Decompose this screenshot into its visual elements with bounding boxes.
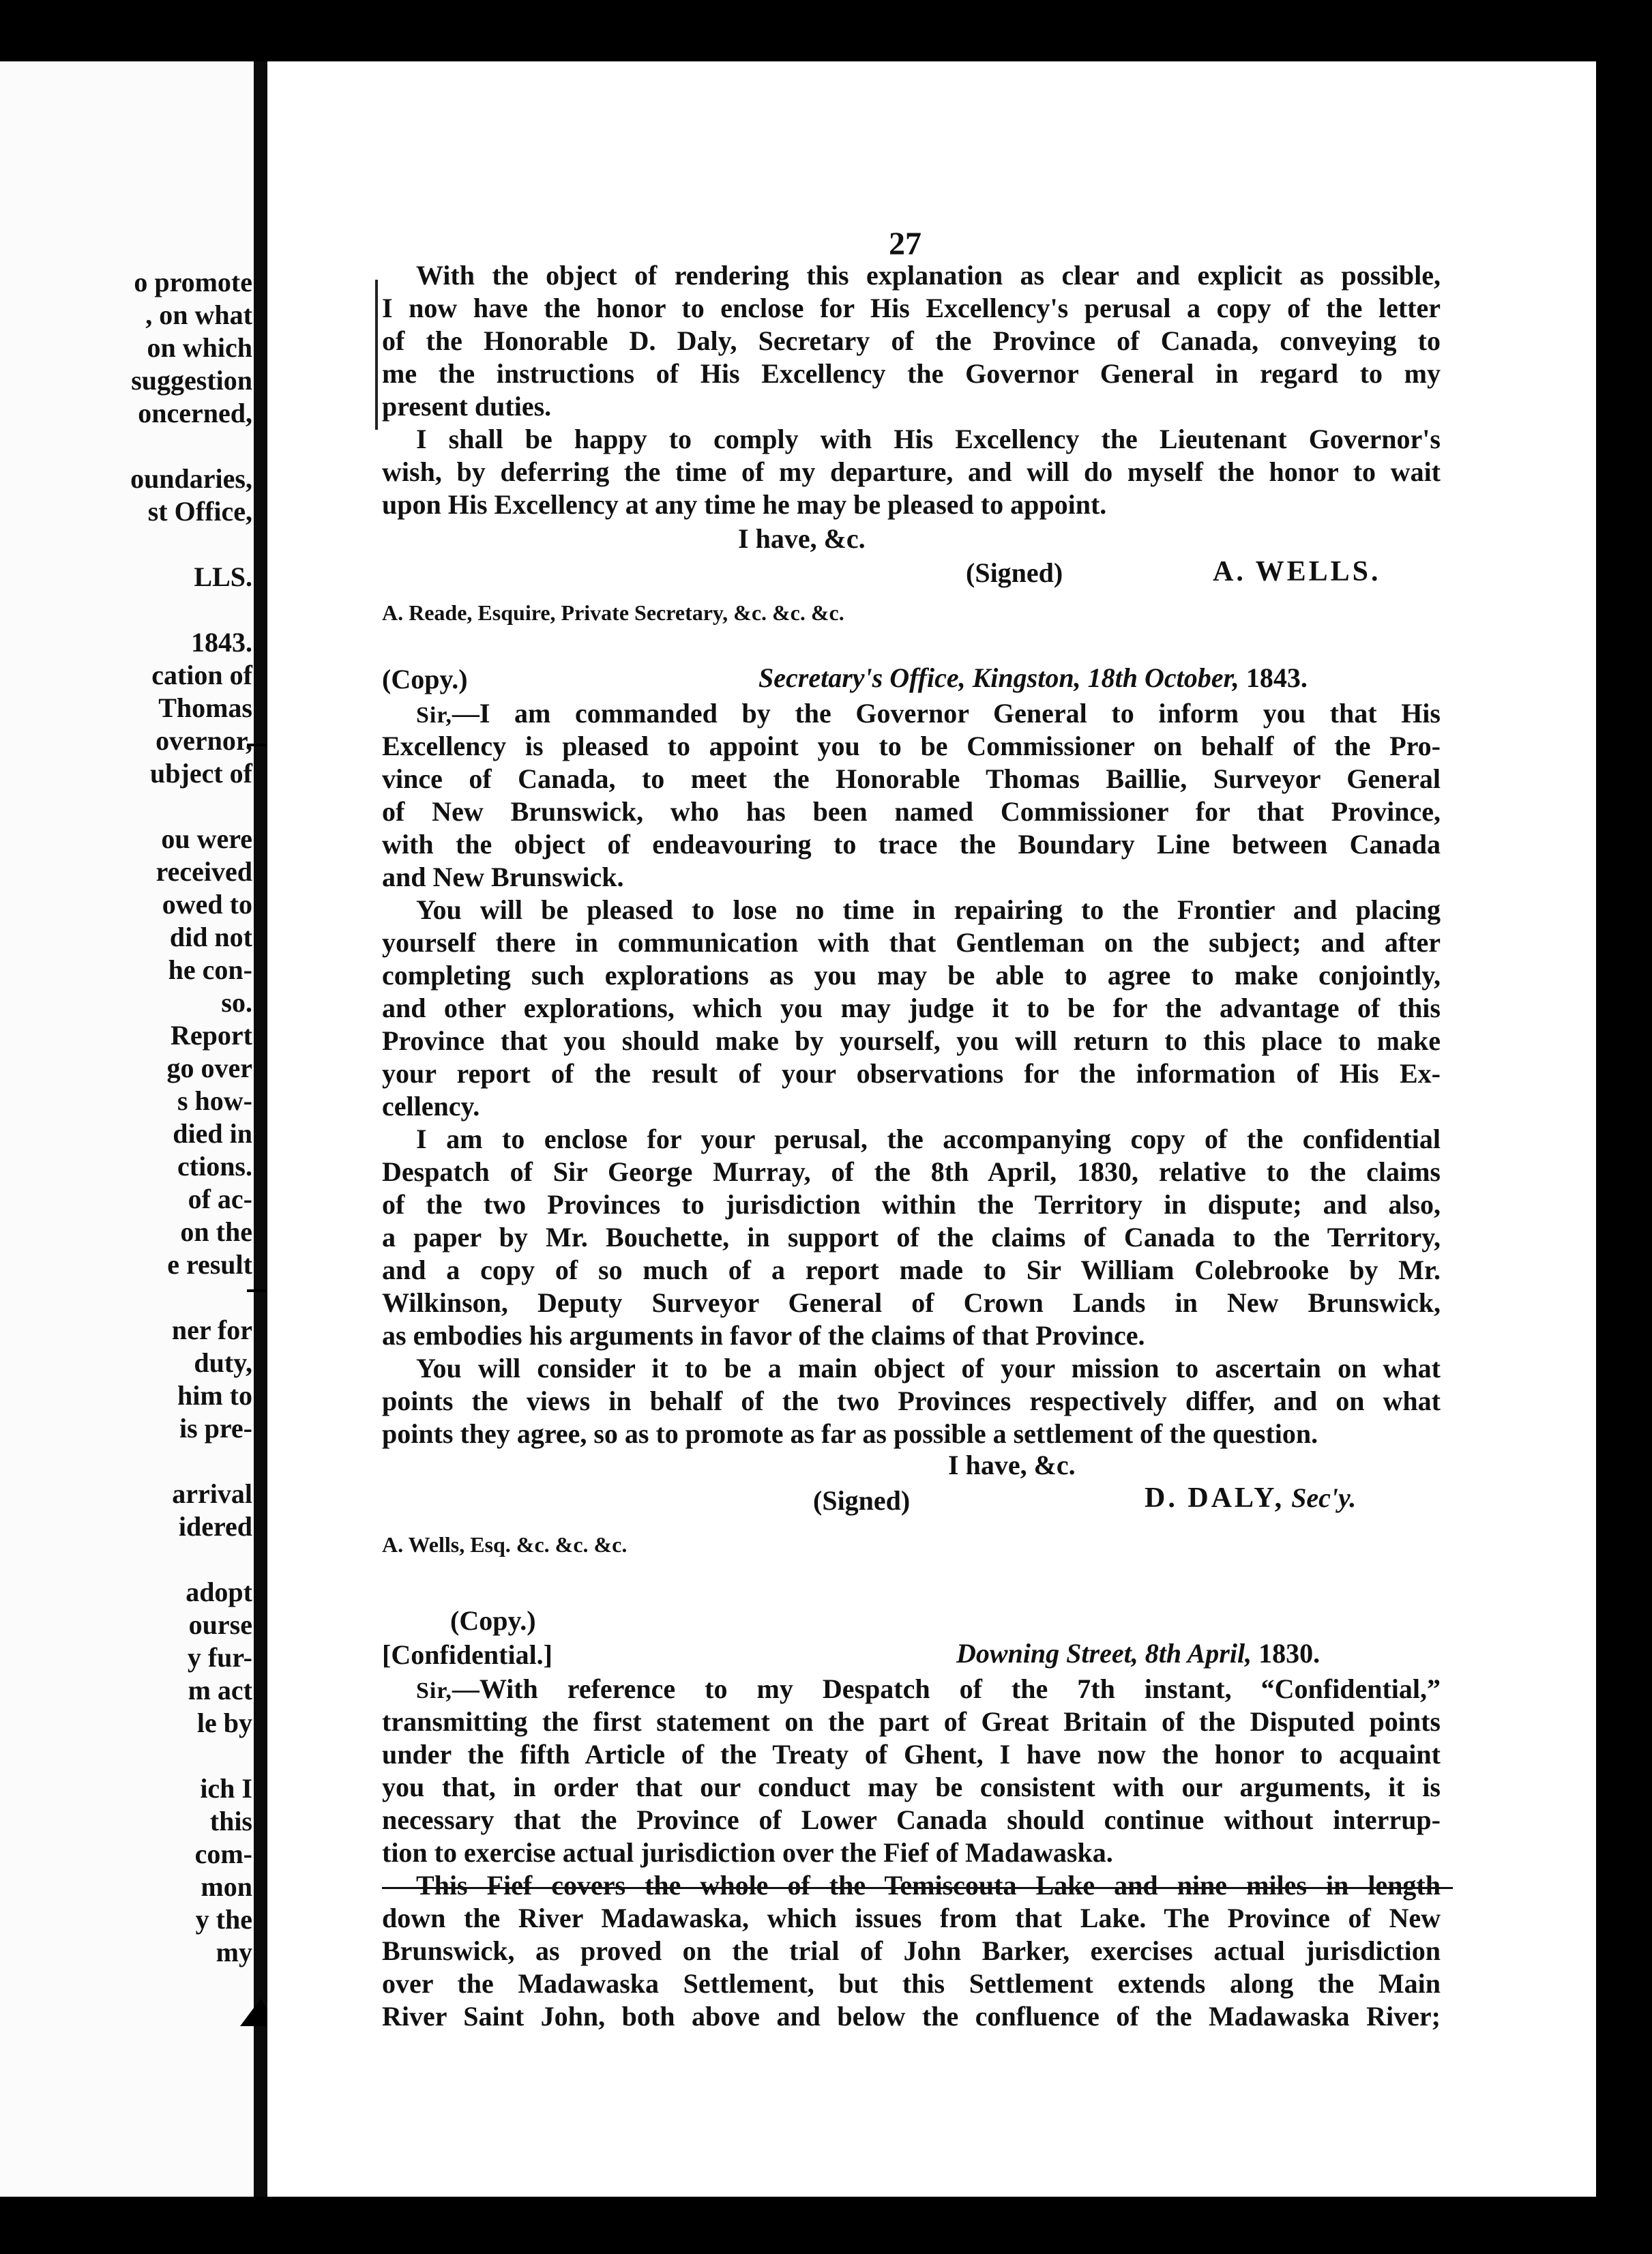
left-fragment-line: oncerned, [138, 398, 252, 428]
copy-label: (Copy.) [450, 1605, 536, 1636]
paragraph-line: With the object of rendering this explanation as clear and explicit as possible, [416, 260, 1441, 291]
left-fragment-line: e result [167, 1249, 252, 1280]
letter-closing: I have, &c. [948, 1450, 1076, 1480]
paragraph-line: You will consider it to be a main object of your mission to ascertain on what [416, 1353, 1441, 1384]
signed-label: (Signed) [966, 557, 1063, 588]
left-fragment-line: mon [201, 1871, 252, 1902]
left-fragment-line: on the [180, 1216, 252, 1247]
left-fragment-line: Thomas [158, 692, 252, 723]
copy-label: (Copy.) [382, 664, 468, 694]
paragraph-line: Brunswick, as proved on the trial of John Barker, exercises actual jurisdiction [382, 1935, 1441, 1966]
left-fragment-line: cation of [151, 660, 252, 690]
left-fragment-line: ctions. [177, 1151, 252, 1182]
paragraph-line: of New Brunswick, who has been named Commissioner for that Province, [382, 796, 1441, 827]
paragraph-line: This Fief covers the whole of the Temiscouta Lake and nine miles in length [416, 1870, 1441, 1901]
paragraph-line: upon His Excellency at any time he may be pleased to appoint. [382, 489, 1107, 520]
left-fragment-line: adopt [186, 1577, 252, 1607]
left-fragment-line: 1843. [191, 627, 252, 658]
left-fragment-line: , on what [145, 299, 252, 330]
left-fragment-line: ich I [200, 1773, 252, 1804]
left-fragment-line: y the [195, 1904, 252, 1935]
left-fragment-line: him to [177, 1380, 252, 1411]
letter-closing: I have, &c. [738, 523, 866, 554]
letter-dateline: Downing Street, 8th April, 1830. [956, 1638, 1321, 1669]
paragraph-line: you that, in order that our conduct may be consistent with our arguments, it is [382, 1772, 1441, 1802]
left-fragment-line: arrival [172, 1478, 252, 1509]
letter-addressee: A. Reade, Esquire, Private Secretary, &c. &c. &c. [382, 600, 844, 625]
left-fragment-line: ner for [171, 1315, 252, 1345]
left-fragment-line: owed to [162, 889, 252, 920]
right-page [267, 61, 1596, 2197]
left-fragment-line: m act [188, 1675, 252, 1706]
signature-daly: D. DALY, Sec'y. [1145, 1482, 1357, 1514]
left-page-fragment [0, 61, 261, 2197]
paragraph-line: You will be pleased to lose no time in repairing to the Frontier and placing [416, 894, 1441, 925]
left-fragment-line: on which [147, 332, 252, 363]
left-fragment-line: this [209, 1806, 252, 1836]
left-fragment-line: idered [178, 1511, 252, 1542]
left-fragment-line: Report [171, 1020, 252, 1051]
paragraph-line: over the Madawaska Settlement, but this Settlement extends along the Main [382, 1968, 1441, 1999]
left-fragment-line: my [216, 1937, 252, 1967]
paragraph-line: Province that you should make by yourself, you will return to this place to make [382, 1025, 1441, 1056]
paragraph-line: as embodies his arguments in favor of the claims of that Province. [382, 1320, 1145, 1351]
paragraph-line: tion to exercise actual jurisdiction over the Fief of Madawaska. [382, 1837, 1113, 1868]
paragraph-line: Sir,—I am commanded by the Governor General to inform you that His [416, 698, 1441, 729]
paragraph-line: present duties. [382, 391, 552, 422]
left-fragment-line: LLS. [194, 561, 252, 592]
paragraph-line: a paper by Mr. Bouchette, in support of the claims of Canada to the Territory, [382, 1222, 1441, 1253]
left-fragment-line: received [156, 856, 252, 887]
paragraph-line: and other explorations, which you may judge it to be for the advantage of this [382, 993, 1441, 1023]
salutation: Sir, [416, 703, 452, 728]
left-fragment-line: oundaries, [130, 463, 252, 494]
scanned-page-spread [0, 61, 1596, 2197]
left-fragment-line: st Office, [147, 496, 252, 527]
dateline-day: 18th October, [1087, 662, 1239, 693]
left-fragment-line: ourse [188, 1609, 252, 1640]
left-fragment-line: overnor, [156, 725, 252, 756]
paragraph-line: I now have the honor to enclose for His Excellency's perusal a copy of the letter [382, 293, 1441, 323]
left-fragment-line: of ac- [188, 1184, 252, 1214]
left-fragment-line: com- [194, 1839, 252, 1869]
left-fragment-line: go over [166, 1053, 252, 1083]
left-fragment-line: is pre- [179, 1413, 252, 1444]
paragraph-line: River Saint John, both above and below the confluence of the Madawaska River; [382, 2001, 1441, 2032]
paragraph-line: of the Honorable D. Daly, Secretary of the Province of Canada, conveying to [382, 325, 1441, 356]
paragraph-line: completing such explorations as you may be able to agree to make conjointly, [382, 960, 1441, 991]
paragraph-line: your report of the result of your observations for the information of His Ex- [382, 1058, 1441, 1089]
paragraph-line: of the two Provinces to jurisdiction within the Territory in dispute; and also, [382, 1189, 1441, 1220]
paragraph-line: and New Brunswick. [382, 862, 624, 892]
paragraph-line: with the object of endeavouring to trace the Boundary Line between Canada [382, 829, 1441, 860]
left-fragment-line: le by [196, 1708, 252, 1738]
left-fragment-line: duty, [194, 1347, 252, 1378]
left-fragment-line: died in [173, 1118, 252, 1149]
left-fragment-line: did not [169, 922, 252, 952]
paragraph-line: and a copy of so much of a report made to Sir William Colebrooke by Mr. [382, 1255, 1441, 1285]
paragraph-line: under the fifth Article of the Treaty of Ghent, I have now the honor to acquaint [382, 1739, 1441, 1770]
dateline-place: Secretary's Office, Kingston, [758, 662, 1081, 693]
paragraph-line: I am to enclose for your perusal, the accompanying copy of the confidential [416, 1124, 1441, 1154]
left-fragment-line: ubject of [150, 758, 252, 789]
paragraph-line: Sir,—With reference to my Despatch of the 7th instant, “Confidential,” [416, 1673, 1441, 1704]
paragraph-line: necessary that the Province of Lower Canada should continue without interrup- [382, 1804, 1441, 1835]
paragraph-line: points they agree, so as to promote as far as possible a settlement of the question. [382, 1418, 1318, 1449]
paragraph-line: me the instructions of His Excellency the Governor General in regard to my [382, 358, 1441, 389]
dateline-year: 1843. [1245, 662, 1308, 693]
letter-dateline [758, 662, 1308, 694]
paragraph-line: transmitting the first statement on the part of Great Britain of the Disputed points [382, 1706, 1441, 1737]
left-fragment-line: o promote [134, 267, 252, 297]
paragraph-line: down the River Madawaska, which issues from that Lake. The Province of New [382, 1903, 1441, 1933]
page-number: 27 [889, 226, 921, 262]
letter-addressee: A. Wells, Esq. &c. &c. &c. [382, 1532, 628, 1557]
confidential-label: [Confidential.] [382, 1639, 552, 1670]
margin-bracket [375, 280, 378, 430]
paragraph-line: yourself there in communication with that Gentleman on the subject; and after [382, 927, 1441, 958]
paragraph-line: Wilkinson, Deputy Surveyor General of Crown Lands in New Brunswick, [382, 1287, 1441, 1318]
paragraph-line: cellency. [382, 1091, 480, 1122]
left-fragment-line: suggestion [131, 365, 252, 396]
signed-label: (Signed) [813, 1485, 911, 1516]
salutation: Sir, [416, 1678, 452, 1703]
paragraph-line: Despatch of Sir George Murray, of the 8th April, 1830, relative to the claims [382, 1156, 1441, 1187]
left-fragment-line: he con- [168, 954, 252, 985]
left-fragment-line: ou were [161, 823, 252, 854]
paragraph-line: Excellency is pleased to appoint you to be Commissioner on behalf of the Pro- [382, 731, 1441, 761]
paragraph-line: points the views in behalf of the two Provinces respectively differ, and on what [382, 1386, 1441, 1416]
signature-wells: A. WELLS. [1213, 556, 1381, 587]
left-fragment-line: so. [221, 987, 252, 1018]
left-fragment-line: s how- [177, 1085, 252, 1116]
paragraph-line: wish, by deferring the time of my departure, and will do myself the honor to wait [382, 456, 1441, 487]
paragraph-line: I shall be happy to comply with His Excellency the Lieutenant Governor's [416, 424, 1441, 454]
page-fold-gutter [254, 61, 267, 2197]
paragraph-line: vince of Canada, to meet the Honorable Thomas Baillie, Surveyor General [382, 763, 1441, 794]
left-fragment-line: y fur- [187, 1642, 252, 1673]
